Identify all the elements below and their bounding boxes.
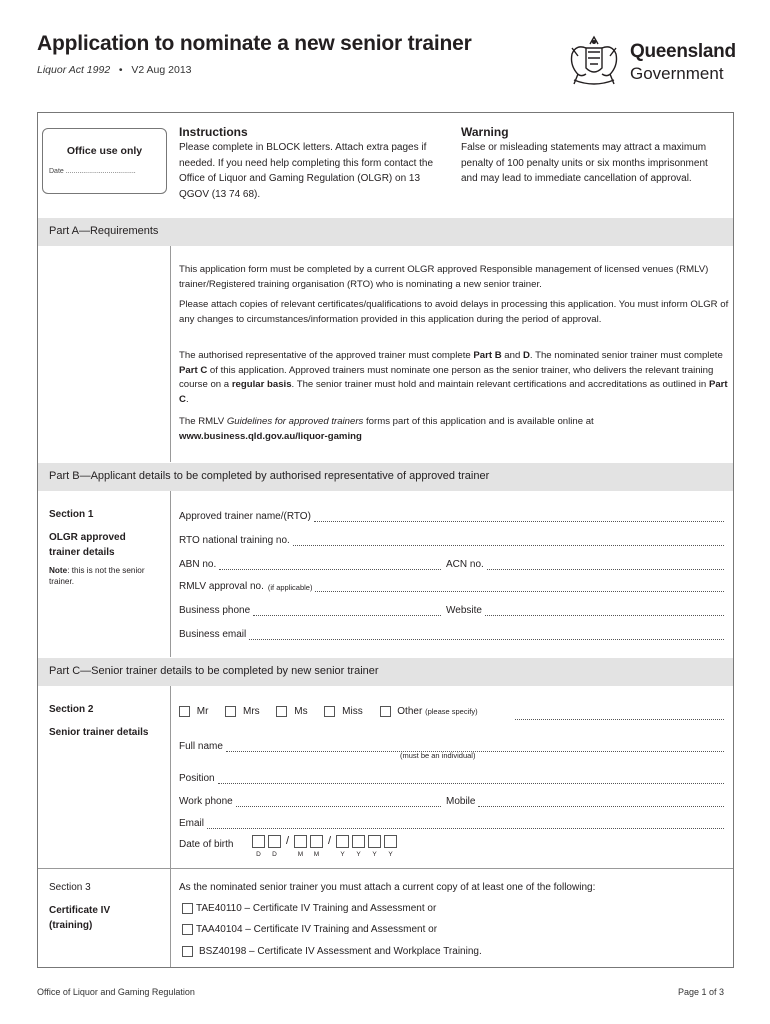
mr-checkbox[interactable] — [179, 706, 190, 717]
office-use-box — [42, 128, 167, 194]
fill-line — [314, 512, 724, 522]
other-checkbox[interactable] — [380, 706, 391, 717]
fill-line — [253, 606, 441, 616]
dob-hint: M — [297, 851, 304, 858]
field-label: Approved trainer name/(RTO) — [179, 511, 311, 522]
ms-checkbox[interactable] — [276, 706, 287, 717]
mobile-field[interactable] — [446, 793, 724, 807]
dob-separator: / — [328, 835, 332, 847]
website-link[interactable]: www.business.qld.gov.au/liquor-gaming — [179, 430, 362, 442]
miss-label: Miss — [342, 706, 363, 718]
text-span: . The senior trainer must hold and maintain relevant certifications and accreditations as outlined in — [291, 379, 709, 390]
section-2-label: Section 2 — [49, 704, 94, 715]
dob-hint: Y — [388, 851, 393, 858]
field-note: (if applicable) — [267, 583, 313, 592]
field-label: Position — [179, 773, 215, 784]
other-note: (please specify) — [425, 707, 478, 717]
section-divider — [38, 868, 733, 869]
warning-heading: Warning — [461, 125, 509, 139]
website-field[interactable] — [446, 602, 724, 616]
cert-option-3 — [182, 946, 482, 957]
warning-text: False or misleading statements may attract a maximum penalty of 100 penalty units or six months imprisonment and may lead to immediate cancellation of approval. — [461, 142, 708, 184]
part-c-header — [38, 658, 733, 686]
note-text: : this is not the senior trainer. — [49, 566, 145, 586]
part-b-title: Part B—Applicant details to be completed by authorised representative of approved trainer — [49, 470, 490, 482]
business-email-field[interactable] — [179, 626, 724, 640]
dob-hint: D — [272, 851, 277, 858]
dob-hint: Y — [340, 851, 345, 858]
dob-year-2[interactable] — [352, 835, 365, 848]
bold-span: Part B — [473, 350, 502, 361]
rmlv-approval-field[interactable] — [179, 578, 724, 592]
acn-field[interactable] — [446, 556, 724, 570]
dob-input — [252, 835, 412, 861]
fill-line — [485, 606, 724, 616]
page-title: Application to nominate a new senior trainer — [37, 32, 472, 55]
dob-day-2[interactable] — [268, 835, 281, 848]
field-label: RTO national training no. — [179, 535, 290, 546]
queensland-government-logo — [564, 34, 736, 92]
field-label: Mobile — [446, 796, 476, 807]
dob-hint: D — [256, 851, 261, 858]
coat-of-arms-icon — [564, 34, 624, 92]
instructions-heading: Instructions — [179, 125, 248, 139]
cert-option-2 — [182, 924, 437, 935]
field-label: Website — [446, 605, 482, 616]
column-divider — [170, 246, 171, 462]
trainer-name-field[interactable] — [179, 508, 724, 522]
field-label: Full name — [179, 741, 223, 752]
guidelines-title: Guidelines for approved trainers — [226, 416, 364, 427]
abn-field[interactable] — [179, 556, 441, 570]
cert-1-checkbox[interactable] — [182, 903, 193, 914]
dob-month-1[interactable] — [294, 835, 307, 848]
fill-line — [236, 797, 441, 807]
page-number: Page 1 of 3 — [678, 987, 725, 997]
text-span: The authorised representative of the approved trainer must complete — [179, 350, 474, 361]
field-label: Work phone — [179, 796, 233, 807]
section-2-title: Senior trainer details — [49, 727, 149, 738]
email-field[interactable] — [179, 815, 724, 829]
office-date-field[interactable]: Date .................................... — [49, 168, 136, 175]
bullet: • — [113, 64, 129, 76]
fill-line — [249, 630, 724, 640]
text-span: . — [185, 393, 189, 405]
ms-label: Ms — [294, 706, 308, 718]
cert-3-checkbox[interactable] — [182, 946, 193, 957]
column-divider — [170, 686, 171, 967]
text-span: forms part of this application and is available online at — [363, 416, 594, 427]
miss-checkbox[interactable] — [324, 706, 335, 717]
dob-label: Date of birth — [179, 839, 234, 850]
part-a-para-2: Please attach copies of relevant certificates/qualifications to avoid delays in processing this application. You must inform OLGR of any changes to circumstances/information provided in this application during the period of approval. — [179, 299, 729, 325]
bold-span: regular basis — [231, 379, 292, 390]
field-label: Business phone — [179, 605, 251, 616]
section-1-note — [49, 565, 159, 587]
fill-line — [293, 536, 724, 546]
fill-line — [218, 774, 724, 784]
full-name-field[interactable] — [179, 738, 724, 752]
part-a-para-4 — [179, 415, 731, 444]
cert-option-1 — [182, 903, 436, 914]
field-label: ABN no. — [179, 559, 217, 570]
section-3-title: Certificate IV (training) — [49, 905, 111, 931]
section-1-title: OLGR approved trainer details — [49, 532, 126, 558]
title-options — [179, 706, 478, 720]
fill-line — [478, 797, 724, 807]
field-label: ACN no. — [446, 559, 484, 570]
field-label: Email — [179, 818, 205, 829]
column-divider — [170, 491, 171, 657]
bold-span: D — [522, 350, 530, 361]
dob-year-4[interactable] — [384, 835, 397, 848]
dob-month-2[interactable] — [310, 835, 323, 848]
section-1-label: Section 1 — [49, 509, 94, 520]
part-a-title: Part A—Requirements — [49, 225, 159, 237]
field-label: Business email — [179, 629, 247, 640]
note-label: Note — [49, 566, 68, 575]
form-version — [37, 64, 192, 76]
office-use-title: Office use only — [66, 145, 143, 157]
part-a-para-3 — [179, 349, 731, 407]
position-field[interactable] — [179, 770, 724, 784]
part-c-title: Part C—Senior trainer details to be completed by new senior trainer — [49, 665, 379, 677]
cert-2-label: TAA40104 – Certificate IV Training and Assessment or — [196, 924, 438, 936]
text-span: The RMLV — [179, 416, 227, 427]
instructions-text: Please complete in BLOCK letters. Attach extra pages if needed. If you need help completing this form contact the Office of Liquor and Gaming Regulation (OLGR) on 13 QGOV (13 74 68). — [179, 142, 434, 200]
dob-year-3[interactable] — [368, 835, 381, 848]
part-a-para-1: This application form must be completed by a current OLGR approved Responsible management of licensed venues (RMLV) trainer/Registered training organisation (RTO) who is nominating a new senior trainer. — [179, 264, 709, 290]
dob-hint: Y — [356, 851, 361, 858]
text-span: of this application. Approved trainers must nominate one person as the senior trainer, who delivers the relevant training course on a — [179, 364, 714, 390]
mr-label: Mr — [196, 706, 209, 718]
logo-line-queensland: Queensland — [630, 41, 736, 62]
dob-year-1[interactable] — [336, 835, 349, 848]
part-b-header — [38, 463, 733, 491]
cert-intro: As the nominated senior trainer you must attach a current copy of at least one of the following: — [179, 882, 596, 893]
other-label: Other — [397, 706, 423, 718]
dob-day-1[interactable] — [252, 835, 265, 848]
field-label: RMLV approval no. — [179, 581, 264, 592]
version-label: V2 Aug 2013 — [131, 64, 192, 76]
mrs-label: Mrs — [243, 706, 260, 718]
bold-span: Part C — [179, 379, 728, 405]
section-3-label: Section 3 — [49, 882, 91, 893]
bold-span: Part C — [179, 364, 208, 376]
cert-1-label: TAE40110 – Certificate IV Training and Assessment or — [196, 903, 437, 915]
mrs-checkbox[interactable] — [225, 706, 236, 717]
other-specify-line[interactable] — [515, 711, 724, 720]
dob-separator: / — [286, 835, 290, 847]
text-span: and — [501, 350, 523, 361]
business-phone-field[interactable] — [179, 602, 441, 616]
logo-line-government: Government — [630, 64, 724, 83]
cert-3-label: BSZ40198 – Certificate IV Assessment and Workplace Training. — [199, 946, 482, 958]
act-name: Liquor Act 1992 — [37, 64, 111, 76]
footer-organisation: Office of Liquor and Gaming Regulation — [37, 987, 195, 997]
part-a-header — [38, 218, 733, 246]
fill-line — [315, 582, 724, 592]
rto-number-field[interactable] — [179, 532, 724, 546]
cert-2-checkbox[interactable] — [182, 924, 193, 935]
full-name-note: (must be an individual) — [400, 751, 476, 760]
fill-line — [207, 819, 724, 829]
fill-line — [487, 560, 724, 570]
dob-hint: M — [313, 851, 320, 858]
dob-hint: Y — [372, 851, 377, 858]
text-span: . The nominated senior trainer must complete — [529, 350, 723, 361]
fill-line — [219, 560, 441, 570]
work-phone-field[interactable] — [179, 793, 441, 807]
